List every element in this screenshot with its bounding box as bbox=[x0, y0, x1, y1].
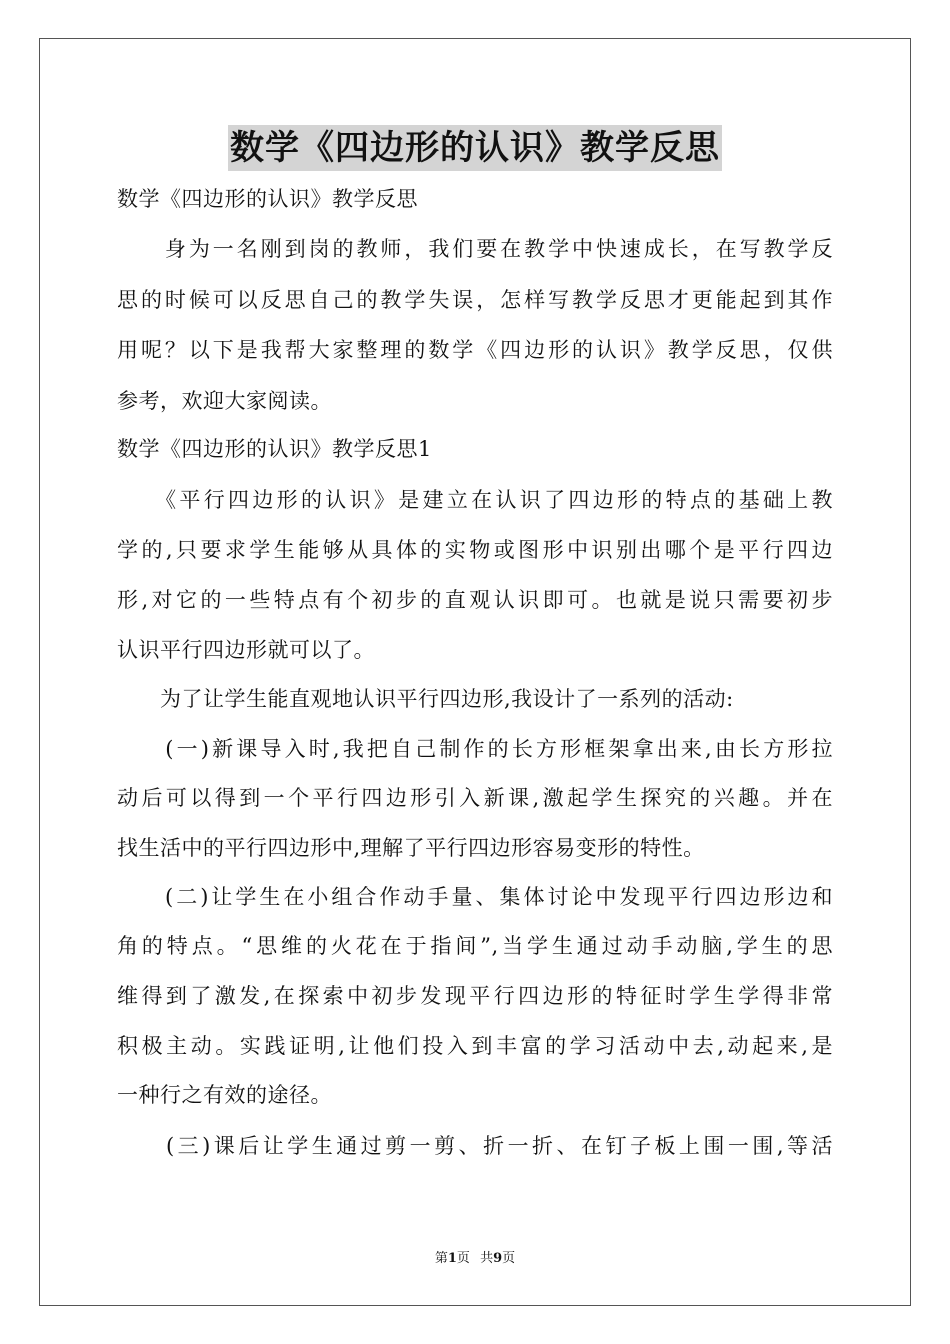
body-line: 维得到了激发,在探索中初步发现平行四边形的特征时学生学得非常 bbox=[117, 984, 833, 1008]
body-line: 学的,只要求学生能够从具体的实物或图形中识别出哪个是平行四边 bbox=[117, 538, 833, 562]
page-prefix: 第 bbox=[434, 1251, 448, 1266]
current-page: 1 bbox=[447, 1251, 457, 1266]
section-heading: 数学《四边形的认识》教学反思1 bbox=[117, 437, 432, 461]
total-pages bbox=[480, 1251, 515, 1266]
body-line: 为了让学生能直观地认识平行四边形,我设计了一系列的活动: bbox=[117, 687, 734, 711]
total-suffix: 页 bbox=[502, 1251, 516, 1266]
body-line: (二)让学生在小组合作动手量、集体讨论中发现平行四边形边和 bbox=[117, 885, 833, 909]
body-line: 动后可以得到一个平行四边形引入新课,激起学生探究的兴趣。并在 bbox=[117, 786, 833, 810]
page-border bbox=[39, 38, 911, 1306]
body-line: (三)课后让学生通过剪一剪、折一折、在钉子板上围一围,等活 bbox=[117, 1134, 833, 1158]
body-line: 认识平行四边形就可以了。 bbox=[117, 638, 375, 662]
total-prefix: 共 bbox=[480, 1251, 494, 1266]
body-line: (一)新课导入时,我把自己制作的长方形框架拿出来,由长方形拉 bbox=[117, 737, 833, 761]
body-line: 积极主动。实践证明,让他们投入到丰富的学习活动中去,动起来,是 bbox=[117, 1034, 833, 1058]
body-line: 思的时候可以反思自己的教学失误，怎样写教学反思才更能起到其作 bbox=[117, 288, 833, 312]
page-footer bbox=[0, 1247, 950, 1266]
body-line: 一种行之有效的途径。 bbox=[117, 1083, 332, 1107]
body-line: 参考，欢迎大家阅读。 bbox=[117, 389, 332, 413]
body-line: 角的特点。“思维的火花在于指间”,当学生通过动手动脑,学生的思 bbox=[117, 934, 833, 958]
page-number bbox=[435, 1251, 470, 1266]
total-count: 9 bbox=[493, 1251, 503, 1266]
page-suffix: 页 bbox=[456, 1251, 470, 1266]
body-line: 用呢？以下是我帮大家整理的数学《四边形的认识》教学反思，仅供 bbox=[117, 338, 833, 362]
body-line: 身为一名刚到岗的教师，我们要在教学中快速成长，在写教学反 bbox=[117, 237, 833, 261]
subtitle-line: 数学《四边形的认识》教学反思 bbox=[117, 187, 418, 211]
document-title: 数学《四边形的认识》教学反思 bbox=[228, 125, 722, 171]
body-line: 找生活中的平行四边形中,理解了平行四边形容易变形的特性。 bbox=[117, 836, 705, 860]
body-line: 《平行四边形的认识》是建立在认识了四边形的特点的基础上教 bbox=[117, 488, 833, 512]
body-line: 形,对它的一些特点有个初步的直观认识即可。也就是说只需要初步 bbox=[117, 588, 833, 612]
title-container bbox=[0, 125, 950, 171]
